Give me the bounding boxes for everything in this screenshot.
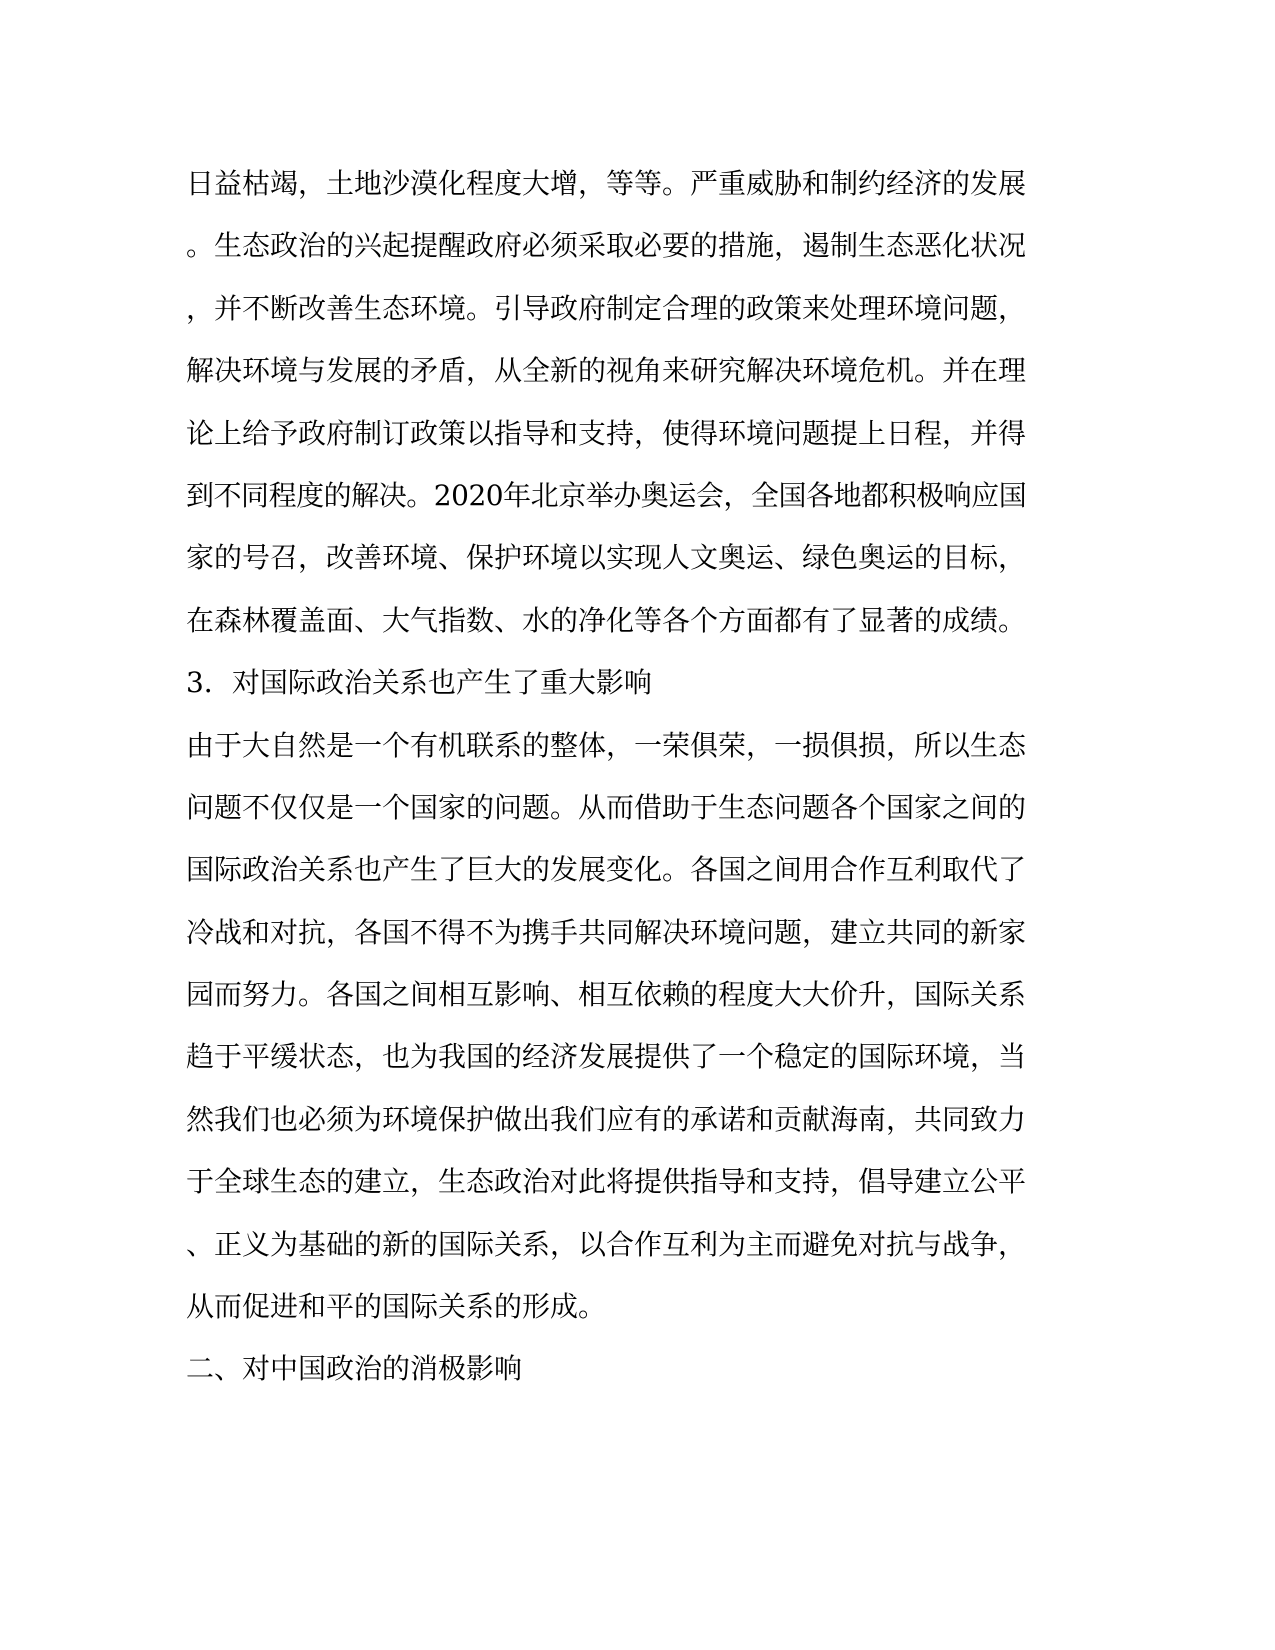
text-line: 从而促进和平的国际关系的形成。 (186, 1290, 607, 1324)
text-line: 国际政治关系也产生了巨大的发展变化。各国之间用合作互利取代了 (186, 853, 1027, 887)
text-line: 。生态政治的兴起提醒政府必须采取必要的措施，遏制生态恶化状况 (186, 229, 1027, 263)
text-line: 日益枯竭，土地沙漠化程度大增，等等。严重威胁和制约经济的发展 (186, 167, 1027, 200)
text-line: 家的号召，改善环境、保护环境以实现人文奥运、绿色奥运的目标， (186, 541, 1027, 575)
text-line: 论上给予政府制订政策以指导和支持，使得环境问题提上日程，并得 (186, 416, 1027, 450)
text-line: 到不同程度的解决。2020年北京举办奥运会，全国各地都积极响应国 (186, 478, 1027, 512)
text-line: 在森林覆盖面、大气指数、水的净化等各个方面都有了显著的成绩。 (186, 603, 1027, 637)
body-text (186, 160, 1026, 1408)
section-heading: 3．对国际政治关系也产生了重大影响 (186, 666, 652, 700)
text-line: 冷战和对抗，各国不得不为携手共同解决环境问题，建立共同的新家 (186, 915, 1027, 949)
text-line: 于全球生态的建立，生态政治对此将提供指导和支持，倡导建立公平 (186, 1165, 1027, 1199)
text-line: 由于大自然是一个有机联系的整体，一荣俱荣，一损俱损，所以生态 (186, 728, 1027, 762)
text-line: 趋于平缓状态，也为我国的经济发展提供了一个稳定的国际环境，当 (186, 1040, 1027, 1074)
text-line: 园而努力。各国之间相互影响、相互依赖的程度大大价升，国际关系 (186, 978, 1027, 1012)
section-heading: 二、对中国政治的消极影响 (186, 1352, 523, 1386)
text-line: 然我们也必须为环境保护做出我们应有的承诺和贡献海南，共同致力 (186, 1102, 1027, 1136)
text-line: 解决环境与发展的矛盾，从全新的视角来研究解决环境危机。并在理 (186, 354, 1027, 388)
text-line: 、正义为基础的新的国际关系，以合作互利为主而避免对抗与战争， (186, 1227, 1027, 1261)
text-line: 问题不仅仅是一个国家的问题。从而借助于生态问题各个国家之间的 (186, 790, 1027, 824)
text-line: ，并不断改善生态环境。引导政府制定合理的政策来处理环境问题， (186, 291, 1027, 325)
